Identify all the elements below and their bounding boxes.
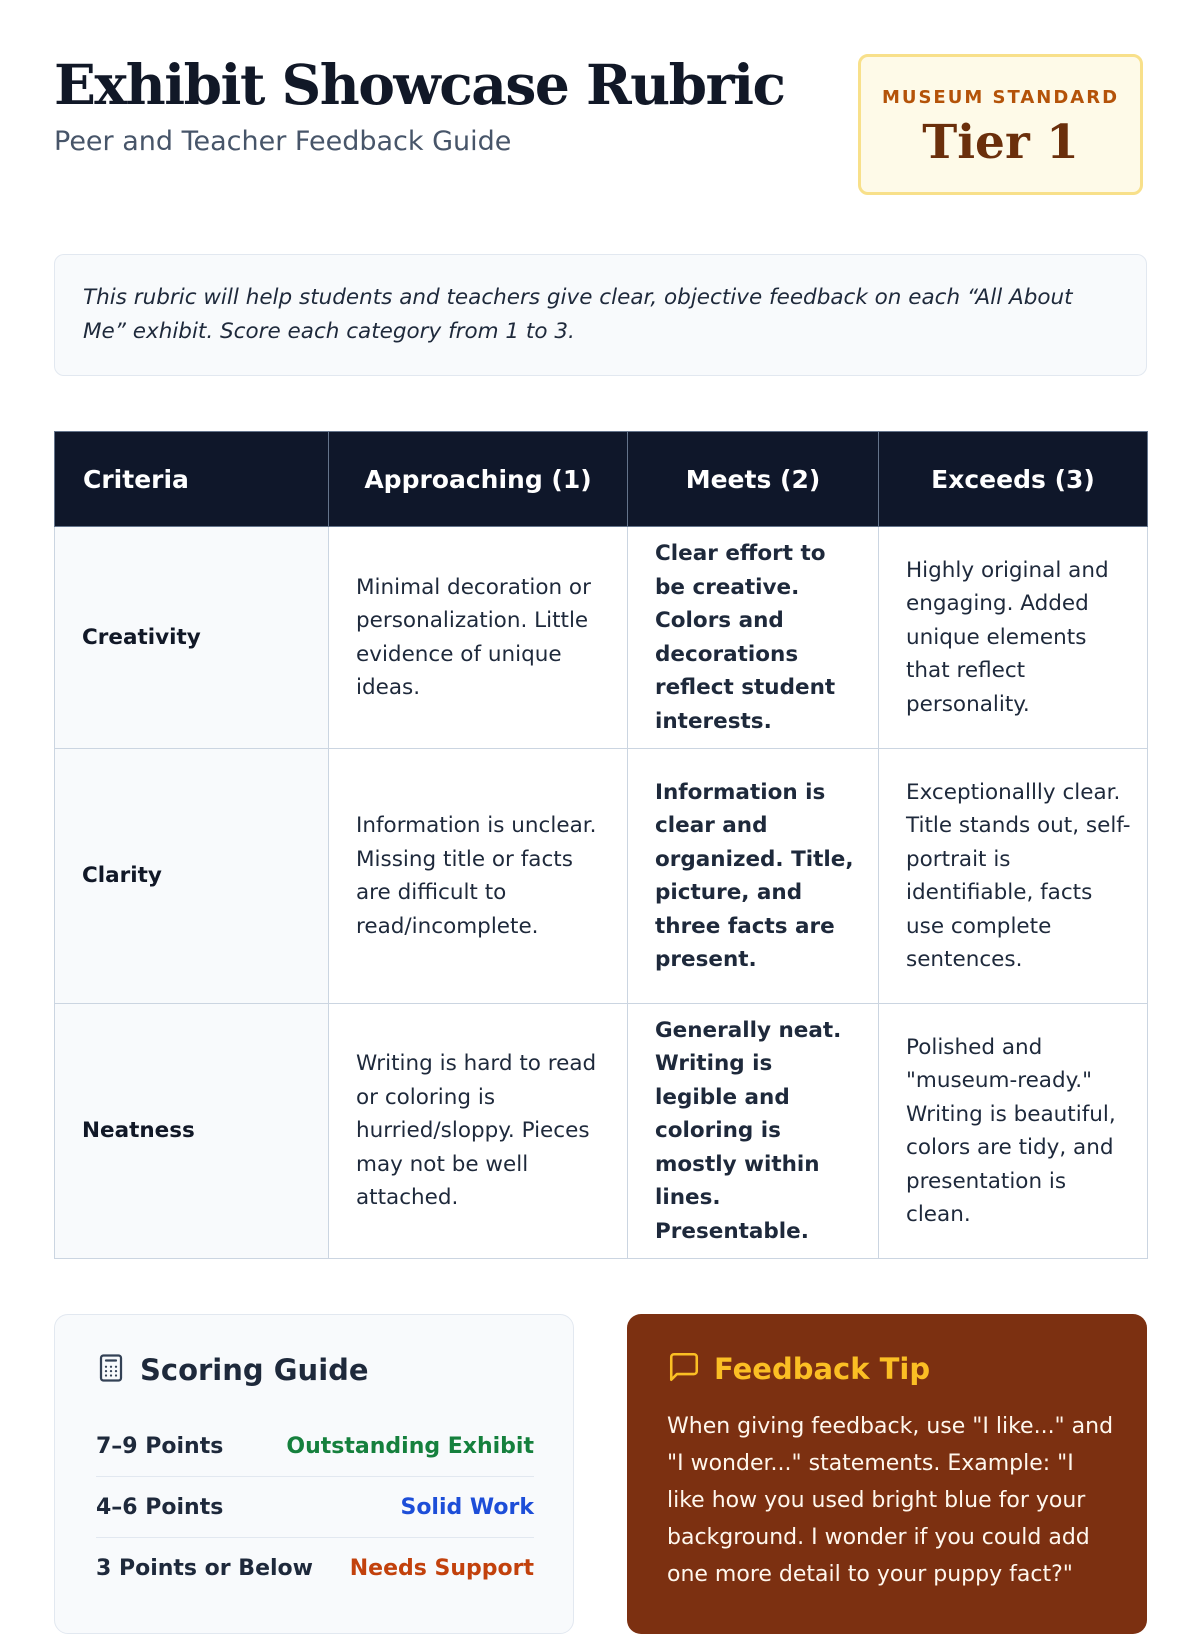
scoring-guide-title: Scoring Guide xyxy=(140,1353,369,1387)
exceeds-cell: Highly original and engaging. Added unique elements that reflect personality. xyxy=(879,527,1148,749)
meets-cell: Generally neat. Writing is legible and coloring is mostly within lines. Presentable. xyxy=(628,1004,879,1259)
approaching-cell: Minimal decoration or personalization. Little evidence of unique ideas. xyxy=(329,527,628,749)
header-exceeds: Exceeds (3) xyxy=(879,432,1148,527)
message-square-icon xyxy=(667,1350,701,1388)
table-row xyxy=(55,527,1148,749)
badge-value: Tier 1 xyxy=(922,115,1079,170)
feedback-tip-body: When giving feedback, use "I like..." and "I wonder..." statements. Example: "I like how you used bright blue for your background. I wonder if you could add one more detail to your puppy fact?" xyxy=(667,1414,1114,1587)
score-label: Outstanding Exhibit xyxy=(286,1433,534,1459)
feedback-tip-card xyxy=(627,1314,1147,1634)
meets-cell: Clear effort to be creative. Colors and decorations reflect student interests. xyxy=(628,527,879,749)
feedback-tip-header xyxy=(667,1350,930,1388)
calculator-icon xyxy=(96,1353,126,1387)
list-item xyxy=(96,1477,534,1538)
list-item xyxy=(96,1538,534,1599)
header-approaching: Approaching (1) xyxy=(329,432,628,527)
header-criteria: Criteria xyxy=(55,432,329,527)
score-points: 3 Points or Below xyxy=(96,1556,313,1581)
scoring-guide-card xyxy=(54,1314,574,1634)
scoring-guide-header xyxy=(96,1353,369,1387)
meets-cell: Information is clear and organized. Title, picture, and three facts are present. xyxy=(628,749,879,1004)
table-row xyxy=(55,1004,1148,1259)
approaching-cell: Information is unclear. Missing title or facts are difficult to read/incomplete. xyxy=(329,749,628,1004)
rubric-header-row xyxy=(55,432,1148,527)
intro-note: This rubric will help students and teachers give clear, objective feedback on each “All About Me” exhibit. Score each category from 1 to 3. xyxy=(54,254,1147,376)
approaching-cell: Writing is hard to read or coloring is hurried/sloppy. Pieces may not be well attached. xyxy=(329,1004,628,1259)
badge-label: MUSEUM STANDARD xyxy=(881,87,1120,108)
feedback-tip-title: Feedback Tip xyxy=(714,1352,931,1386)
criterion-cell: Creativity xyxy=(55,527,329,749)
header-meets: Meets (2) xyxy=(628,432,879,527)
page-subtitle: Peer and Teacher Feedback Guide xyxy=(54,126,512,157)
criterion-cell: Clarity xyxy=(55,749,329,1004)
exceeds-cell: Polished and "museum-ready." Writing is beautiful, colors are tidy, and presentation is clean. xyxy=(879,1004,1148,1259)
score-list xyxy=(96,1416,534,1599)
score-points: 7–9 Points xyxy=(96,1433,224,1459)
museum-standard-badge xyxy=(858,54,1143,195)
rubric-table xyxy=(54,431,1148,1259)
score-label: Needs Support xyxy=(349,1556,534,1581)
list-item xyxy=(96,1416,534,1477)
exceeds-cell: Exceptionallly clear. Title stands out, self-portrait is identifiable, facts use complete sentences. xyxy=(879,749,1148,1004)
page-title: Exhibit Showcase Rubric xyxy=(54,52,785,117)
table-row xyxy=(55,749,1148,1004)
score-label: Solid Work xyxy=(400,1494,534,1520)
score-points: 4–6 Points xyxy=(96,1494,224,1520)
criterion-cell: Neatness xyxy=(55,1004,329,1259)
